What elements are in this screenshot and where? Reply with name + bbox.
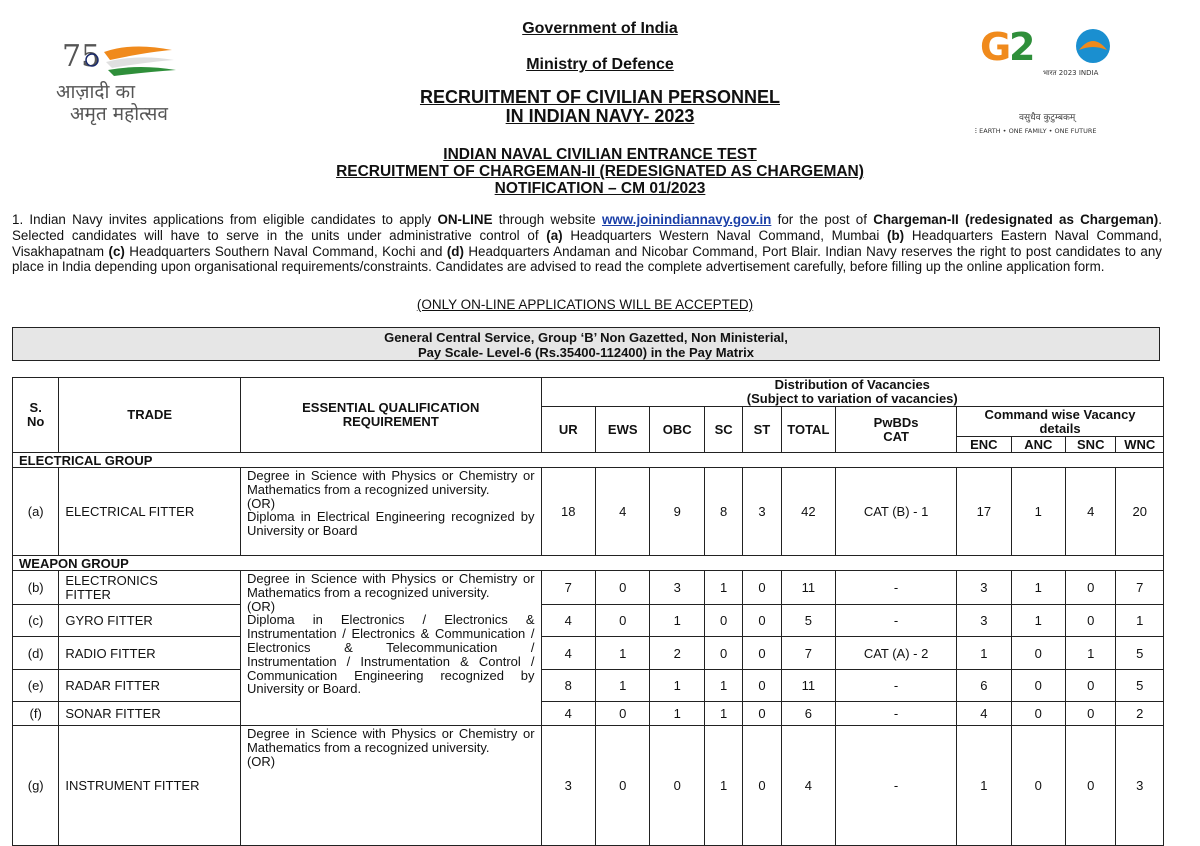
cell-st: 0 [743, 670, 781, 702]
cell-total: 5 [781, 605, 835, 637]
cell-wnc: 3 [1116, 726, 1164, 846]
cell-ur: 7 [541, 571, 595, 605]
main-title-line1: RECRUITMENT OF CIVILIAN PERSONNEL [419, 87, 780, 107]
header-ur: UR [541, 407, 595, 453]
cell-pwbd: CAT (B) - 1 [836, 468, 957, 556]
header-anc: ANC [1011, 437, 1065, 453]
intro-d: (d) [446, 243, 464, 259]
cell-enc: 4 [957, 702, 1011, 726]
cell-enc: 6 [957, 670, 1011, 702]
cell-ews: 1 [596, 670, 650, 702]
table-row [13, 670, 1164, 702]
cell-sno: (c) [13, 605, 59, 637]
logo-numeral: 75 [62, 39, 101, 74]
cell-ews: 0 [596, 726, 650, 846]
cell-snc: 0 [1066, 605, 1116, 637]
cell-sno: (b) [13, 571, 59, 605]
intro-text-8: Headquarters Andaman and Nicobar Command, Port Blair. Indian Navy reserves the right to post candidates to any place in India depending upon organisational requirements/constraints. Candidates are advised to read the complete advertisement carefully, before filling up the online application form. [12, 243, 1162, 275]
cell-anc: 1 [1011, 605, 1065, 637]
cell-anc: 0 [1011, 670, 1065, 702]
header-distribution-line1: Distribution of Vacancies [774, 377, 930, 392]
cell-obc: 1 [650, 605, 704, 637]
header-distribution [541, 378, 1163, 407]
cell-ur: 4 [541, 637, 595, 670]
header-st: ST [743, 407, 781, 453]
cell-total: 6 [781, 702, 835, 726]
cell-pwbd: - [836, 726, 957, 846]
website-link[interactable]: www.joinindiannavy.gov.in [601, 212, 772, 227]
intro-c: (c) [108, 243, 125, 259]
cell-wnc: 5 [1116, 670, 1164, 702]
cell-sc: 1 [704, 702, 742, 726]
cell-anc: 1 [1011, 571, 1065, 605]
cell-obc: 9 [650, 468, 704, 556]
g20-hindi-motto: वसुधैव कुटुम्बकम् [1019, 113, 1076, 123]
cell-obc: 1 [650, 702, 704, 726]
cell-pwbd: - [836, 670, 957, 702]
cell-total: 11 [781, 670, 835, 702]
cell-anc: 0 [1011, 702, 1065, 726]
cell-pwbd: - [836, 702, 957, 726]
cell-enc: 1 [957, 726, 1011, 846]
svg-text:2: 2 [1009, 25, 1036, 69]
online-note: (ONLY ON-LINE APPLICATIONS WILL BE ACCEPTED) [416, 297, 754, 312]
cell-qualification: Degree in Science with Physics or Chemistry or Mathematics from a recognized university. (OR) Diploma in Electrical Engineering recognized by University or Board [240, 468, 541, 556]
cell-st: 3 [743, 468, 781, 556]
cell-obc: 0 [650, 726, 704, 846]
cell-st: 0 [743, 571, 781, 605]
cell-sc: 0 [704, 637, 742, 670]
cell-ews: 1 [596, 637, 650, 670]
cell-trade: ELECTRONICS FITTER [59, 571, 241, 605]
cell-enc: 3 [957, 605, 1011, 637]
table-row [13, 726, 1164, 846]
g20-year: भारत 2023 INDIA [1043, 69, 1099, 77]
cell-total: 7 [781, 637, 835, 670]
cell-total: 42 [781, 468, 835, 556]
header-pwbd: PwBDs CAT [836, 407, 957, 453]
cell-qualification: Degree in Science with Physics or Chemistry or Mathematics from a recognized university. (OR) Diploma in Electronics / Electronics & Instrumentation / Electronics & Communication / Electronics & Telecommunication / Instrumentation / Instrumentation & Control / Communication Engineering recognized by University or Board. [240, 571, 541, 726]
table-row [13, 702, 1164, 726]
cell-snc: 0 [1066, 670, 1116, 702]
sub-title-line3: NOTIFICATION – CM 01/2023 [494, 180, 706, 197]
cell-ews: 0 [596, 571, 650, 605]
cell-ews: 4 [596, 468, 650, 556]
intro-text-2: through website [492, 212, 602, 227]
cell-obc: 3 [650, 571, 704, 605]
cell-obc: 1 [650, 670, 704, 702]
table-row [13, 571, 1164, 605]
intro-text-4: . Selected candidates will have to serve in the units under administrative control of [12, 212, 1162, 243]
header-total: TOTAL [781, 407, 835, 453]
logo-line2: अमृत महोत्सव [70, 103, 168, 125]
cell-st: 0 [743, 637, 781, 670]
header-qualification: ESSENTIAL QUALIFICATION REQUIREMENT [240, 378, 541, 453]
table-row [13, 637, 1164, 670]
cell-pwbd: CAT (A) - 2 [836, 637, 957, 670]
intro-post: Chargeman-II (redesignated as Chargeman) [873, 212, 1159, 227]
cell-sno: (g) [13, 726, 59, 846]
cell-enc: 1 [957, 637, 1011, 670]
cell-st: 0 [743, 726, 781, 846]
cell-trade: RADAR FITTER [59, 670, 241, 702]
intro-a: (a) [546, 227, 563, 243]
cell-qualification: Degree in Science with Physics or Chemistry or Mathematics from a recognized university. (OR) [240, 726, 541, 846]
cell-anc: 0 [1011, 637, 1065, 670]
cell-ews: 0 [596, 702, 650, 726]
g20-logo [975, 22, 1150, 137]
intro-text-7: Headquarters Southern Naval Command, Kochi and [124, 243, 447, 259]
cell-trade: INSTRUMENT FITTER [59, 726, 241, 846]
ministry-heading: Ministry of Defence [526, 56, 674, 73]
pay-line2: Pay Scale- Level-6 (Rs.35400-112400) in the Pay Matrix [417, 345, 755, 360]
cell-wnc: 7 [1116, 571, 1164, 605]
sub-title-line2: RECRUITMENT OF CHARGEMAN-II (REDESIGNATED AS CHARGEMAN) [336, 163, 864, 180]
govt-heading: Government of India [522, 20, 678, 37]
cell-enc: 3 [957, 571, 1011, 605]
sub-title-line1: INDIAN NAVAL CIVILIAN ENTRANCE TEST [443, 146, 757, 163]
cell-anc: 0 [1011, 726, 1065, 846]
table-row [13, 468, 1164, 556]
cell-snc: 0 [1066, 571, 1116, 605]
cell-pwbd: - [836, 571, 957, 605]
cell-wnc: 20 [1116, 468, 1164, 556]
cell-sno: (e) [13, 670, 59, 702]
cell-sc: 1 [704, 571, 742, 605]
cell-sc: 1 [704, 726, 742, 846]
table-row [13, 605, 1164, 637]
cell-ur: 3 [541, 726, 595, 846]
intro-paragraph [12, 212, 1162, 275]
cell-st: 0 [743, 605, 781, 637]
group-electrical: ELECTRICAL GROUP [13, 453, 1164, 468]
cell-total: 11 [781, 571, 835, 605]
cell-sno: (d) [13, 637, 59, 670]
header-wnc: WNC [1116, 437, 1164, 453]
header-sc: SC [704, 407, 742, 453]
g20-tagline: ONE EARTH • ONE FAMILY • ONE FUTURE [975, 127, 1097, 135]
intro-online: ON-LINE [437, 212, 493, 227]
header-obc: OBC [650, 407, 704, 453]
cell-ews: 0 [596, 605, 650, 637]
cell-trade: GYRO FITTER [59, 605, 241, 637]
logo-line1: आज़ादी का [56, 81, 135, 103]
intro-text-1: 1. Indian Navy invites applications from eligible candidates to apply [12, 212, 438, 227]
intro-text-5: Headquarters Western Naval Command, Mumbai [562, 227, 888, 243]
cell-snc: 4 [1066, 468, 1116, 556]
cell-trade: RADIO FITTER [59, 637, 241, 670]
cell-snc: 0 [1066, 702, 1116, 726]
cell-sc: 0 [704, 605, 742, 637]
header-command-wise: Command wise Vacancy details [957, 407, 1164, 437]
intro-text-6: Headquarters Eastern Naval Command, Visakhapatnam [12, 227, 1163, 259]
vacancy-table [12, 377, 1164, 846]
cell-sc: 8 [704, 468, 742, 556]
cell-sno: (f) [13, 702, 59, 726]
notification-subtitle [0, 146, 1200, 197]
intro-text-3: for the post of [771, 212, 874, 227]
cell-wnc: 5 [1116, 637, 1164, 670]
main-title-line2: IN INDIAN NAVY- 2023 [505, 106, 695, 126]
document-header [0, 0, 1200, 205]
group-weapon: WEAPON GROUP [13, 556, 1164, 571]
cell-snc: 0 [1066, 726, 1116, 846]
cell-pwbd: - [836, 605, 957, 637]
cell-wnc: 1 [1116, 605, 1164, 637]
cell-wnc: 2 [1116, 702, 1164, 726]
cell-trade: ELECTRICAL FITTER [59, 468, 241, 556]
header-snc: SNC [1066, 437, 1116, 453]
svg-text:G: G [980, 25, 1012, 69]
cell-ur: 8 [541, 670, 595, 702]
cell-trade: SONAR FITTER [59, 702, 241, 726]
cell-ur: 4 [541, 702, 595, 726]
cell-enc: 17 [957, 468, 1011, 556]
header-trade: TRADE [59, 378, 241, 453]
cell-sno: (a) [13, 468, 59, 556]
intro-b: (b) [887, 227, 905, 243]
cell-total: 4 [781, 726, 835, 846]
header-sno: S. No [13, 378, 59, 453]
header-ews: EWS [596, 407, 650, 453]
cell-obc: 2 [650, 637, 704, 670]
header-enc: ENC [957, 437, 1011, 453]
header-distribution-line2: (Subject to variation of vacancies) [746, 391, 958, 406]
pay-line1: General Central Service, Group ‘B’ Non Gazetted, Non Ministerial, [384, 330, 788, 345]
cell-anc: 1 [1011, 468, 1065, 556]
cell-ur: 18 [541, 468, 595, 556]
cell-snc: 1 [1066, 637, 1116, 670]
pay-scale-box [12, 327, 1160, 361]
cell-st: 0 [743, 702, 781, 726]
cell-sc: 1 [704, 670, 742, 702]
cell-ur: 4 [541, 605, 595, 637]
